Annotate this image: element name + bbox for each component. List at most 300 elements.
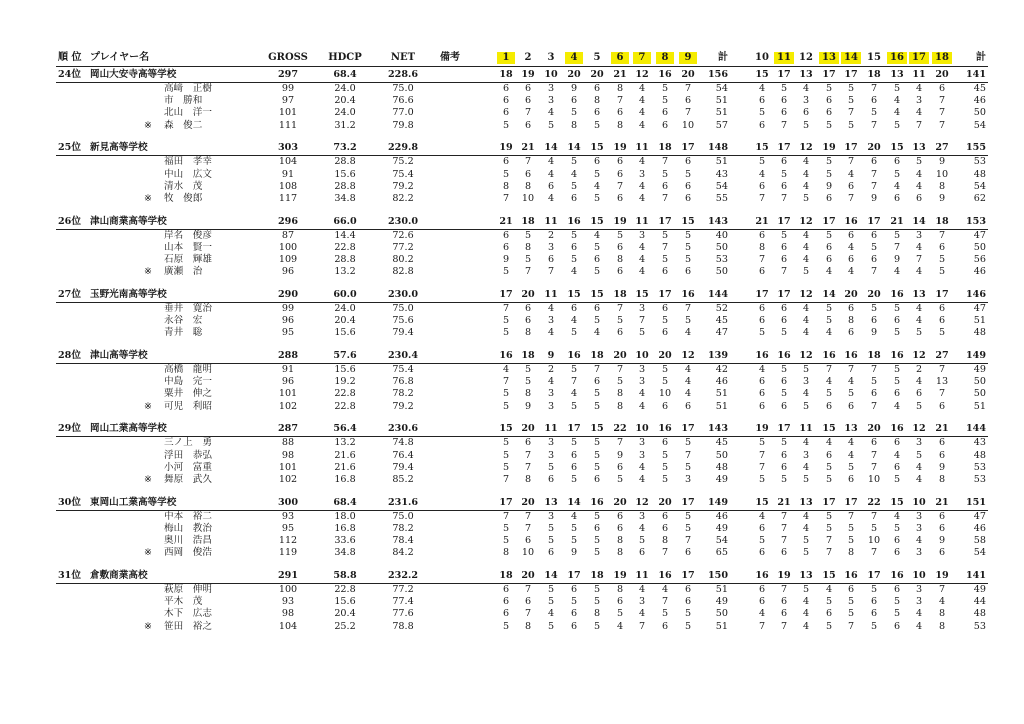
player-hole-score: 6 <box>524 119 532 131</box>
player-hole-score: 7 <box>502 473 510 485</box>
team-hole-score: 15 <box>681 215 695 227</box>
player-hole-score: 4 <box>570 315 578 327</box>
player-hole-score: 5 <box>593 192 601 204</box>
team-hole-score: 22 <box>867 496 881 508</box>
team-net: 230.6 <box>387 423 419 435</box>
player-hole-score: 7 <box>847 620 855 632</box>
player-hole-score: 6 <box>780 608 788 620</box>
player-hdcp: 15.6 <box>334 327 356 339</box>
player-hole-score: 6 <box>780 241 788 253</box>
player-name: 清水 茂 <box>164 180 203 192</box>
player-gross: 112 <box>278 535 298 546</box>
team-hole-score: 18 <box>867 350 881 361</box>
team-net: 232.2 <box>387 569 419 581</box>
player-hole-score: 6 <box>758 302 766 314</box>
player-out-total: 40 <box>715 229 728 241</box>
team-hole-score: 20 <box>867 288 881 300</box>
player-hole-score: 5 <box>915 327 923 339</box>
player-hole-score: 5 <box>524 229 532 241</box>
player-gross: 96 <box>281 266 295 278</box>
team-rank: 31位 <box>58 569 81 581</box>
team-hole-score: 21 <box>935 423 949 435</box>
player-hole-score: 5 <box>502 620 510 632</box>
player-hole-score: 6 <box>593 156 601 168</box>
player-gross: 108 <box>278 180 298 192</box>
team-gross: 290 <box>277 288 299 300</box>
player-hole-score: 6 <box>593 83 601 94</box>
player-hole-score: 5 <box>593 388 601 400</box>
player-hole-score: 3 <box>638 437 646 449</box>
player-name: 高橋 龍明 <box>164 364 212 375</box>
team-hole-score: 12 <box>635 496 649 508</box>
player-hole-score: 3 <box>915 510 923 522</box>
player-hole-score: 5 <box>684 254 692 265</box>
player-hole-score: 3 <box>802 95 810 107</box>
player-hole-score: 6 <box>847 583 855 595</box>
team-hole-score: 17 <box>777 69 791 80</box>
player-gross: 101 <box>278 461 298 473</box>
player-hdcp: 13.2 <box>334 266 356 278</box>
player-hole-score: 6 <box>570 461 578 473</box>
player-gross: 95 <box>281 327 295 339</box>
team-hole-score: 16 <box>755 569 769 581</box>
player-hole-score: 5 <box>825 388 833 400</box>
team-hole-score: 16 <box>658 569 672 581</box>
player-in-total: 50 <box>973 376 986 388</box>
player-hole-score: 5 <box>593 168 601 180</box>
player-hole-score: 5 <box>893 302 901 314</box>
player-out-total: 50 <box>715 449 728 461</box>
team-hole-score: 17 <box>777 288 791 300</box>
team-hole-score: 11 <box>544 423 558 435</box>
player-hole-score: 4 <box>915 107 923 119</box>
team-hole-score: 16 <box>890 423 904 435</box>
player-hole-score: 5 <box>593 620 601 632</box>
player-hole-score: 5 <box>684 241 692 253</box>
team-net: 229.8 <box>387 142 419 154</box>
player-hdcp: 21.6 <box>334 449 356 461</box>
team-hole-score: 14 <box>567 142 581 154</box>
player-hole-score: 4 <box>638 388 646 400</box>
player-hole-score: 6 <box>684 547 692 559</box>
player-gross: 93 <box>281 510 295 522</box>
player-hole-score: 6 <box>661 119 669 131</box>
team-hole-score: 18 <box>590 350 604 361</box>
team-name: 津山商業高等学校 <box>90 215 167 227</box>
player-hole-score: 2 <box>915 364 923 375</box>
player-hole-score: 6 <box>661 107 669 119</box>
team-out-total: 144 <box>707 288 728 300</box>
team-hole-score: 15 <box>755 69 769 80</box>
player-hole-score: 7 <box>524 266 532 278</box>
team-hole-score: 13 <box>912 142 926 154</box>
team-hole-score: 17 <box>499 496 513 508</box>
player-gross: 101 <box>278 388 298 400</box>
player-hole-score: 4 <box>638 400 646 412</box>
player-hole-score: 4 <box>570 168 578 180</box>
player-hole-score: 5 <box>570 229 578 241</box>
player-hole-score: 6 <box>684 596 692 608</box>
player-net: 77.4 <box>392 596 414 608</box>
player-in-total: 50 <box>973 107 986 119</box>
player-hole-score: 4 <box>547 327 555 339</box>
player-out-total: 57 <box>715 119 728 131</box>
player-hole-score: 6 <box>758 119 766 131</box>
player-hole-score: 6 <box>938 83 946 94</box>
header-hole-17: 17 <box>909 52 929 64</box>
player-hole-score: 5 <box>547 119 555 131</box>
player-hole-score: 7 <box>547 266 555 278</box>
team-hole-score: 11 <box>912 69 926 80</box>
player-hole-score: 7 <box>593 364 601 375</box>
player-hole-score: 8 <box>616 583 624 595</box>
player-hole-score: 7 <box>524 156 532 168</box>
player-hole-score: 6 <box>758 180 766 192</box>
team-hole-score: 18 <box>499 69 513 80</box>
player-hdcp: 24.0 <box>334 302 356 314</box>
player-net: 80.2 <box>392 254 414 265</box>
player-hole-score: 6 <box>502 83 510 94</box>
player-hole-score: 5 <box>524 364 532 375</box>
player-hole-score: 4 <box>547 156 555 168</box>
header-hole-3: 3 <box>547 52 555 63</box>
player-hole-score: 7 <box>870 510 878 522</box>
player-hole-score: 6 <box>938 449 946 461</box>
team-hole-score: 19 <box>613 142 627 154</box>
team-hole-score: 13 <box>544 496 558 508</box>
player-hole-score: 6 <box>547 180 555 192</box>
player-name: 中島 完一 <box>164 376 212 388</box>
player-hole-score: 4 <box>638 266 646 278</box>
team-hole-score: 20 <box>658 350 672 361</box>
player-net: 79.4 <box>392 461 414 473</box>
player-hole-score: 6 <box>758 522 766 534</box>
team-net: 230.4 <box>387 350 419 361</box>
team-name: 岡山工業高等学校 <box>90 423 167 435</box>
player-net: 79.8 <box>392 119 414 131</box>
player-hole-score: 8 <box>502 547 510 559</box>
player-hole-score: 4 <box>802 83 810 94</box>
player-in-total: 43 <box>973 437 986 449</box>
player-hole-score: 6 <box>938 400 946 412</box>
player-hole-score: 5 <box>780 168 788 180</box>
player-hole-score: 6 <box>684 400 692 412</box>
player-hole-score: 7 <box>870 266 878 278</box>
player-hole-score: 4 <box>915 376 923 388</box>
player-name: 福田 孝幸 <box>164 156 212 168</box>
player-hole-score: 4 <box>616 620 624 632</box>
player-in-total: 46 <box>973 266 986 278</box>
player-hole-score: 5 <box>502 315 510 327</box>
player-mark: ※ <box>143 473 153 485</box>
player-hole-score: 7 <box>661 241 669 253</box>
player-gross: 97 <box>281 95 295 107</box>
player-hole-score: 6 <box>825 241 833 253</box>
player-hdcp: 34.8 <box>334 192 356 204</box>
player-name: 可児 利昭 <box>164 400 212 412</box>
player-name: 垂井 寛治 <box>164 302 212 314</box>
team-gross: 287 <box>277 423 299 435</box>
player-hole-score: 6 <box>915 388 923 400</box>
player-hole-score: 5 <box>825 83 833 94</box>
player-hole-score: 6 <box>758 315 766 327</box>
player-out-total: 51 <box>715 107 728 119</box>
player-hole-score: 6 <box>524 95 532 107</box>
team-hole-score: 17 <box>681 496 695 508</box>
player-name: 永谷 宏 <box>164 315 203 327</box>
player-gross: 109 <box>278 254 298 265</box>
player-hole-score: 6 <box>593 473 601 485</box>
player-hole-score: 6 <box>758 583 766 595</box>
player-hole-score: 3 <box>915 437 923 449</box>
player-hole-score: 6 <box>661 180 669 192</box>
team-hole-score: 20 <box>613 350 627 361</box>
player-hole-score: 6 <box>502 596 510 608</box>
player-hole-score: 7 <box>938 229 946 241</box>
player-hole-score: 6 <box>661 266 669 278</box>
player-hole-score: 7 <box>616 364 624 375</box>
player-hole-score: 6 <box>780 156 788 168</box>
player-mark: ※ <box>143 547 153 559</box>
team-in-total: 151 <box>965 496 986 508</box>
player-hole-score: 3 <box>547 437 555 449</box>
header-hole-15: 15 <box>867 52 881 63</box>
player-hole-score: 4 <box>661 583 669 595</box>
team-rank: 24位 <box>58 69 81 80</box>
player-net: 77.6 <box>392 608 414 620</box>
team-hole-score: 15 <box>590 288 604 300</box>
player-hole-score: 5 <box>684 510 692 522</box>
player-hole-score: 6 <box>847 229 855 241</box>
player-hole-score: 5 <box>616 473 624 485</box>
player-hole-score: 4 <box>915 315 923 327</box>
team-hole-score: 17 <box>755 288 769 300</box>
header-divider <box>56 66 988 67</box>
team-hole-score: 11 <box>635 215 649 227</box>
player-hole-score: 7 <box>825 364 833 375</box>
team-hole-score: 16 <box>890 350 904 361</box>
player-hole-score: 4 <box>915 461 923 473</box>
player-name: 木下 広志 <box>164 608 212 620</box>
player-net: 76.8 <box>392 376 414 388</box>
player-hole-score: 8 <box>524 620 532 632</box>
player-hole-score: 10 <box>935 168 949 180</box>
player-hole-score: 5 <box>593 547 601 559</box>
team-hole-score: 10 <box>912 496 926 508</box>
player-hole-score: 7 <box>938 388 946 400</box>
team-hole-score: 15 <box>590 215 604 227</box>
player-hole-score: 4 <box>847 266 855 278</box>
player-hole-score: 5 <box>802 400 810 412</box>
player-name: 北山 洋一 <box>164 107 212 119</box>
team-rank: 28位 <box>58 350 81 361</box>
player-gross: 100 <box>278 241 298 253</box>
header-hole-8: 8 <box>656 52 674 64</box>
player-hole-score: 6 <box>870 229 878 241</box>
player-hole-score: 4 <box>684 376 692 388</box>
player-in-total: 47 <box>973 302 986 314</box>
player-hole-score: 4 <box>638 473 646 485</box>
player-hole-score: 5 <box>502 535 510 546</box>
player-gross: 96 <box>281 376 295 388</box>
player-hole-score: 7 <box>661 192 669 204</box>
player-hole-score: 5 <box>684 522 692 534</box>
player-hole-score: 5 <box>570 535 578 546</box>
player-hole-score: 7 <box>661 156 669 168</box>
team-hole-score: 17 <box>681 142 695 154</box>
player-hdcp: 28.8 <box>334 156 356 168</box>
player-hole-score: 4 <box>825 437 833 449</box>
player-hole-score: 5 <box>502 461 510 473</box>
player-gross: 95 <box>281 522 295 534</box>
player-hole-score: 6 <box>825 400 833 412</box>
player-hole-score: 6 <box>847 302 855 314</box>
player-hole-score: 8 <box>616 400 624 412</box>
team-hole-score: 20 <box>521 423 535 435</box>
player-hole-score: 5 <box>802 535 810 546</box>
team-gross: 296 <box>277 215 299 227</box>
player-hole-score: 5 <box>502 168 510 180</box>
player-hdcp: 24.0 <box>334 107 356 119</box>
player-hole-score: 4 <box>893 180 901 192</box>
player-hole-score: 6 <box>825 95 833 107</box>
player-hole-score: 5 <box>684 620 692 632</box>
player-hdcp: 15.6 <box>334 596 356 608</box>
player-hole-score: 5 <box>870 107 878 119</box>
team-hole-score: 17 <box>867 569 881 581</box>
team-hole-score: 10 <box>912 569 926 581</box>
team-hole-score: 14 <box>822 288 836 300</box>
player-hole-score: 6 <box>570 608 578 620</box>
player-out-total: 51 <box>715 400 728 412</box>
player-name: 石原 輝雄 <box>164 254 212 265</box>
player-hole-score: 6 <box>661 522 669 534</box>
player-hole-score: 5 <box>547 535 555 546</box>
player-in-total: 48 <box>973 608 986 620</box>
player-hole-score: 6 <box>758 229 766 241</box>
player-net: 76.4 <box>392 449 414 461</box>
player-hole-score: 6 <box>847 400 855 412</box>
player-hole-score: 5 <box>661 168 669 180</box>
player-hole-score: 7 <box>758 192 766 204</box>
player-hole-score: 6 <box>593 376 601 388</box>
player-hole-score: 7 <box>780 522 788 534</box>
player-hole-score: 5 <box>758 107 766 119</box>
player-hole-score: 5 <box>870 620 878 632</box>
player-hole-score: 3 <box>547 449 555 461</box>
team-hole-score: 11 <box>544 215 558 227</box>
player-hole-score: 6 <box>847 180 855 192</box>
player-name: 牧 俊郎 <box>164 192 203 204</box>
player-hole-score: 5 <box>638 327 646 339</box>
team-gross: 300 <box>277 496 299 508</box>
player-hole-score: 6 <box>938 302 946 314</box>
player-hole-score: 5 <box>802 364 810 375</box>
player-hole-score: 5 <box>593 535 601 546</box>
player-hole-score: 5 <box>825 522 833 534</box>
player-hdcp: 13.2 <box>334 437 356 449</box>
player-out-total: 47 <box>715 327 728 339</box>
player-hole-score: 4 <box>593 180 601 192</box>
player-net: 74.8 <box>392 437 414 449</box>
player-hole-score: 7 <box>684 83 692 94</box>
team-hole-score: 19 <box>777 569 791 581</box>
player-gross: 99 <box>281 83 295 94</box>
player-hole-score: 6 <box>780 180 788 192</box>
player-hole-score: 6 <box>893 437 901 449</box>
player-hole-score: 7 <box>938 364 946 375</box>
player-in-total: 54 <box>973 180 986 192</box>
player-hole-score: 10 <box>521 192 535 204</box>
player-hole-score: 8 <box>616 119 624 131</box>
player-gross: 104 <box>278 620 298 632</box>
team-hole-score: 20 <box>521 569 535 581</box>
player-hole-score: 9 <box>502 254 510 265</box>
player-hole-score: 8 <box>847 547 855 559</box>
player-hole-score: 7 <box>780 620 788 632</box>
player-hole-score: 5 <box>570 156 578 168</box>
player-hole-score: 10 <box>658 388 672 400</box>
header-hole-1: 1 <box>497 52 515 64</box>
player-hole-score: 5 <box>893 119 901 131</box>
player-hole-score: 5 <box>547 522 555 534</box>
player-hole-score: 7 <box>780 535 788 546</box>
player-hole-score: 6 <box>524 596 532 608</box>
player-hole-score: 8 <box>616 388 624 400</box>
player-hole-score: 3 <box>547 315 555 327</box>
player-hole-score: 5 <box>893 608 901 620</box>
player-hole-score: 7 <box>661 547 669 559</box>
player-hole-score: 6 <box>938 547 946 559</box>
player-hole-score: 5 <box>780 229 788 241</box>
player-hole-score: 7 <box>847 107 855 119</box>
team-in-total: 141 <box>965 69 986 80</box>
player-in-total: 53 <box>973 461 986 473</box>
player-hole-score: 6 <box>547 547 555 559</box>
player-hole-score: 8 <box>847 315 855 327</box>
player-hole-score: 5 <box>524 376 532 388</box>
player-hole-score: 5 <box>616 229 624 241</box>
player-hole-score: 5 <box>684 437 692 449</box>
player-net: 77.2 <box>392 241 414 253</box>
team-hole-score: 20 <box>590 69 604 80</box>
team-hole-score: 21 <box>777 496 791 508</box>
player-hole-score: 6 <box>524 535 532 546</box>
team-name: 倉敷商業高校 <box>90 569 148 581</box>
player-hole-score: 4 <box>915 266 923 278</box>
player-hole-score: 9 <box>524 400 532 412</box>
player-hole-score: 7 <box>938 107 946 119</box>
player-hole-score: 4 <box>684 364 692 375</box>
player-hole-score: 3 <box>915 229 923 241</box>
player-hole-score: 5 <box>684 229 692 241</box>
team-hole-score: 19 <box>613 569 627 581</box>
player-hdcp: 28.8 <box>334 254 356 265</box>
team-hole-score: 17 <box>777 215 791 227</box>
player-hole-score: 6 <box>825 449 833 461</box>
team-out-total: 139 <box>707 350 728 361</box>
player-hole-score: 6 <box>938 522 946 534</box>
player-hole-score: 9 <box>616 449 624 461</box>
team-out-total: 156 <box>707 69 728 80</box>
team-rank: 25位 <box>58 142 81 154</box>
player-hole-score: 9 <box>870 327 878 339</box>
player-hole-score: 4 <box>638 461 646 473</box>
player-hole-score: 5 <box>547 583 555 595</box>
player-hole-score: 3 <box>915 547 923 559</box>
player-hole-score: 5 <box>502 522 510 534</box>
player-hole-score: 8 <box>938 180 946 192</box>
